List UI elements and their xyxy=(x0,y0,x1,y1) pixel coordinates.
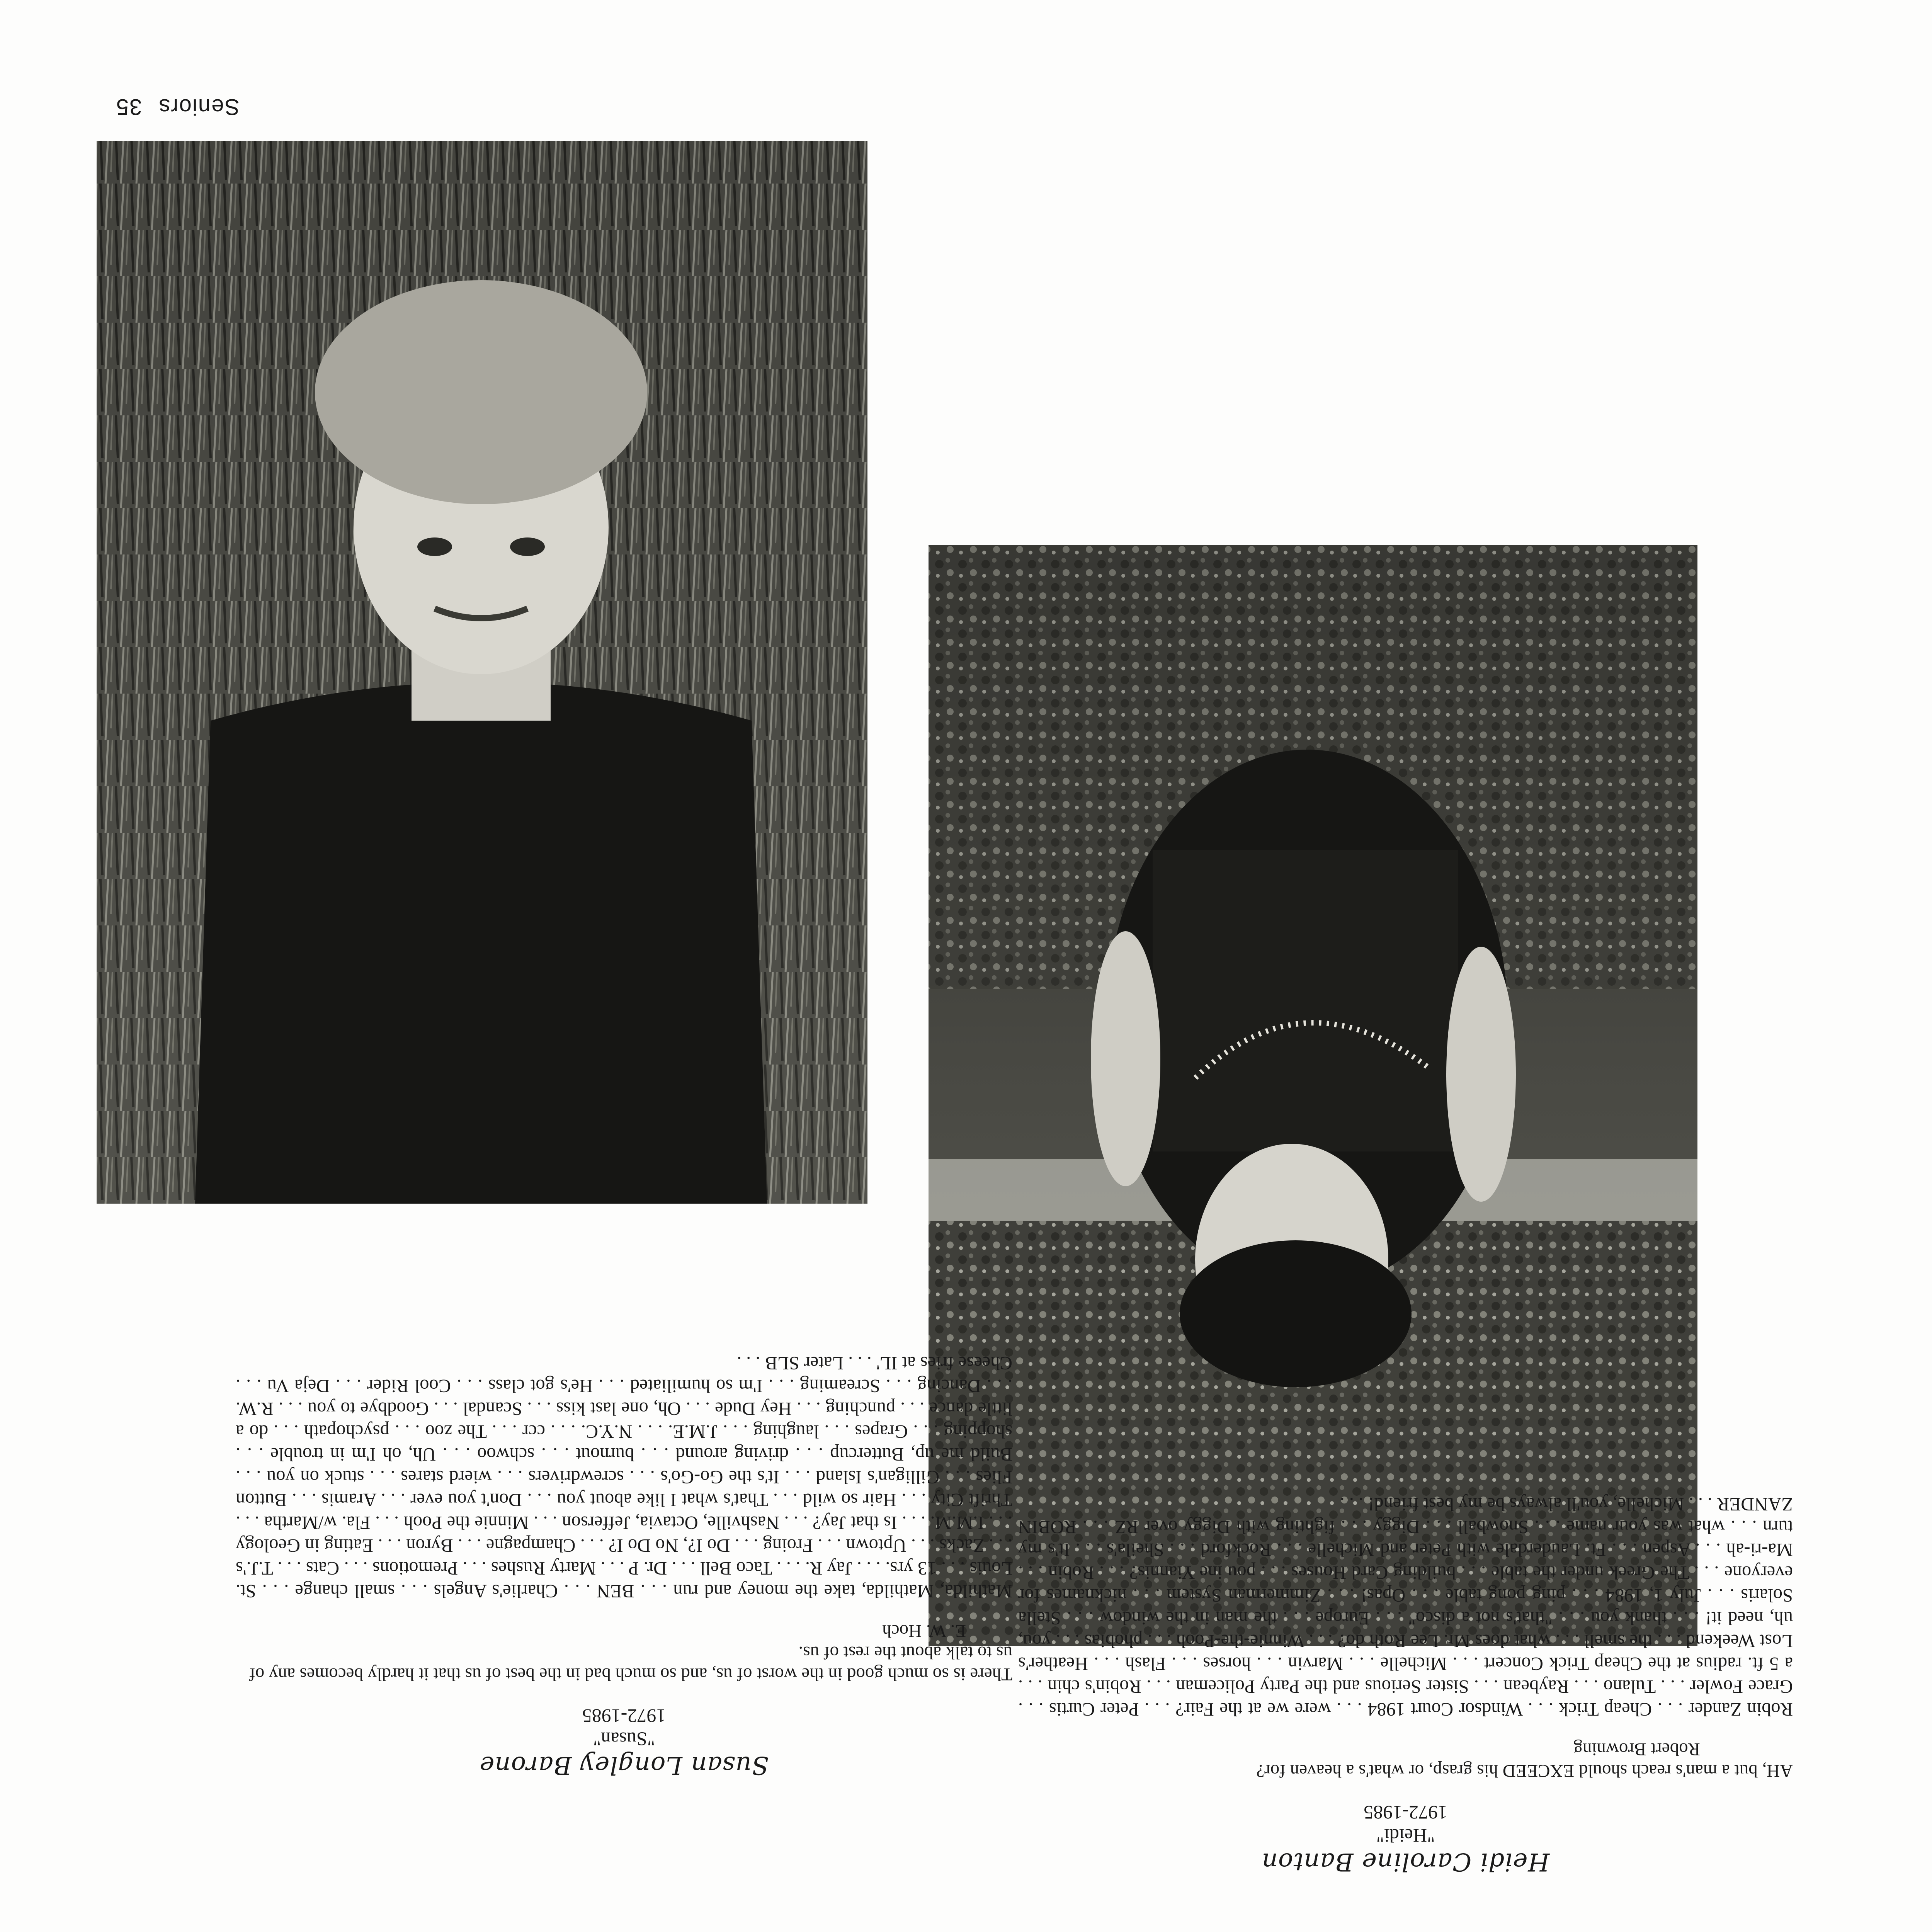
page-footer xyxy=(116,94,240,120)
heidi-photo-image xyxy=(97,141,867,1204)
heidi-nickname: "Heidi" xyxy=(1376,1825,1435,1847)
susan-years: 1972-1985 xyxy=(582,1705,666,1727)
heidi-quote: AH, but a man's reach should EXCEED his grasp, or what's a heaven for? xyxy=(1256,1761,1793,1781)
heidi-years: 1972-1985 xyxy=(1364,1802,1447,1823)
susan-nickname: "Susan" xyxy=(593,1728,655,1750)
heidi-quote-author: Robert Browning xyxy=(1573,1739,1700,1759)
susan-entry xyxy=(236,1352,1012,1779)
footer-section: Seniors xyxy=(158,94,240,119)
susan-photo xyxy=(929,545,1697,1646)
footer-page-number: 35 xyxy=(115,94,142,119)
susan-quote: There is so much good in the worst of us, and so much bad in the best of us that it hardly becomes any of us to talk about the rest of us. xyxy=(249,1643,1012,1684)
heidi-photo xyxy=(97,141,867,1204)
susan-quote-author: E. W. Hoch xyxy=(882,1621,966,1641)
heidi-entry xyxy=(1018,1493,1793,1876)
susan-name: Susan Longley Barone xyxy=(479,1751,769,1779)
susan-photo-image xyxy=(929,545,1697,1646)
susan-memories: Mathilda, Mathilda, take the money and run . . . BEN . . . Charlie's Angels . . . small change . . . St. Louis . . . 13 yrs. . . . Jay R. . . . Taco Bell . . . Dr. P . . . Marty Rushes . . . Premotions . . . Cats . . . T.J.'s . . . Zacks . . . Uptown . . . Froing . . . Do I?, No Do I? . . . Champagne . . . Byron . . . Eating in Geology . . . I.M.M. . . . Is that Jay? . . . Nashville, Octavia, Jefferson . . . Minnie the Pooh . . . Fla. w/Martha . . . Thrift City . . . Hair so wild . . . That's what I like about you . . . Don't you ever . . . Aramis . . . Button Flies . . . Gilligan's Island . . . It's the Go-Go's . . . screwdrivers . . . wierd stares . . . stuck on you . . . Build me up, Buttercup . . . driving around . . . burnout . . . schwoo . . . Uh, oh I'm in trouble . . . shopping . . . Grapes . . . laughing . . . J.M.E. . . . N.Y.C. . . . ccr . . . The zoo . . . psychopath . . . do a little dance . . . punching . . . Hey Dude . . . Oh, one last kiss . . . Scandal . . . Goodbye to you . . . R.W. . . . Dancing . . . Screaming . . . I'm so humiliated . . . He's got class . . . Cool Rider . . . Deja Vu . . . Cheese fries at IL' . . . Later SLB . . . xyxy=(236,1353,1012,1601)
heidi-memories: Robin Zander . . . Cheap Trick . . . Windsor Court 1984 . . . were we at the Fair? . . . Peter Curtis . . . Grace Fowler . . . Tulano . . . Raybean . . . Sister Serious and the Party Policeman . . . Robin's chin . . . a 5 ft. radius at the Cheap Trick Concert . . . Michelle . . . Marvin . . . horses . . . Flash . . . Heather's Lost Weekend . . . the smell . . . what does Mr. Lee Roth do? . . . Winnie-the-Pooh . . . phobias . . . you, uh, need it! . . . thank you . . . "that's not a disco" . . . Europe . . . the man in the window . . . Stella Solaris . . . July 1, 1984 . . . ping pong table . . . Opas! . . . Zimmerman System . . . nicknames for everyone . . . The Greek under the table . . . building Card Houses . . . pou ine Yiannis? . . . Robin . . . Ma-ri-ah . . . Aspen . . . Ft. Lauderdale with Peter and Michelle . . . Rockford . . . Sheila's . . . It's my turn . . . what was your name . . . Snowball . . . Diggy . . . fighting with Diggy over RZ . . . ROBIN ZANDER . . . Michelle, you'll always be my best friend! . . . xyxy=(1018,1494,1793,1719)
heidi-name: Heidi Caroline Banton xyxy=(1261,1847,1550,1876)
